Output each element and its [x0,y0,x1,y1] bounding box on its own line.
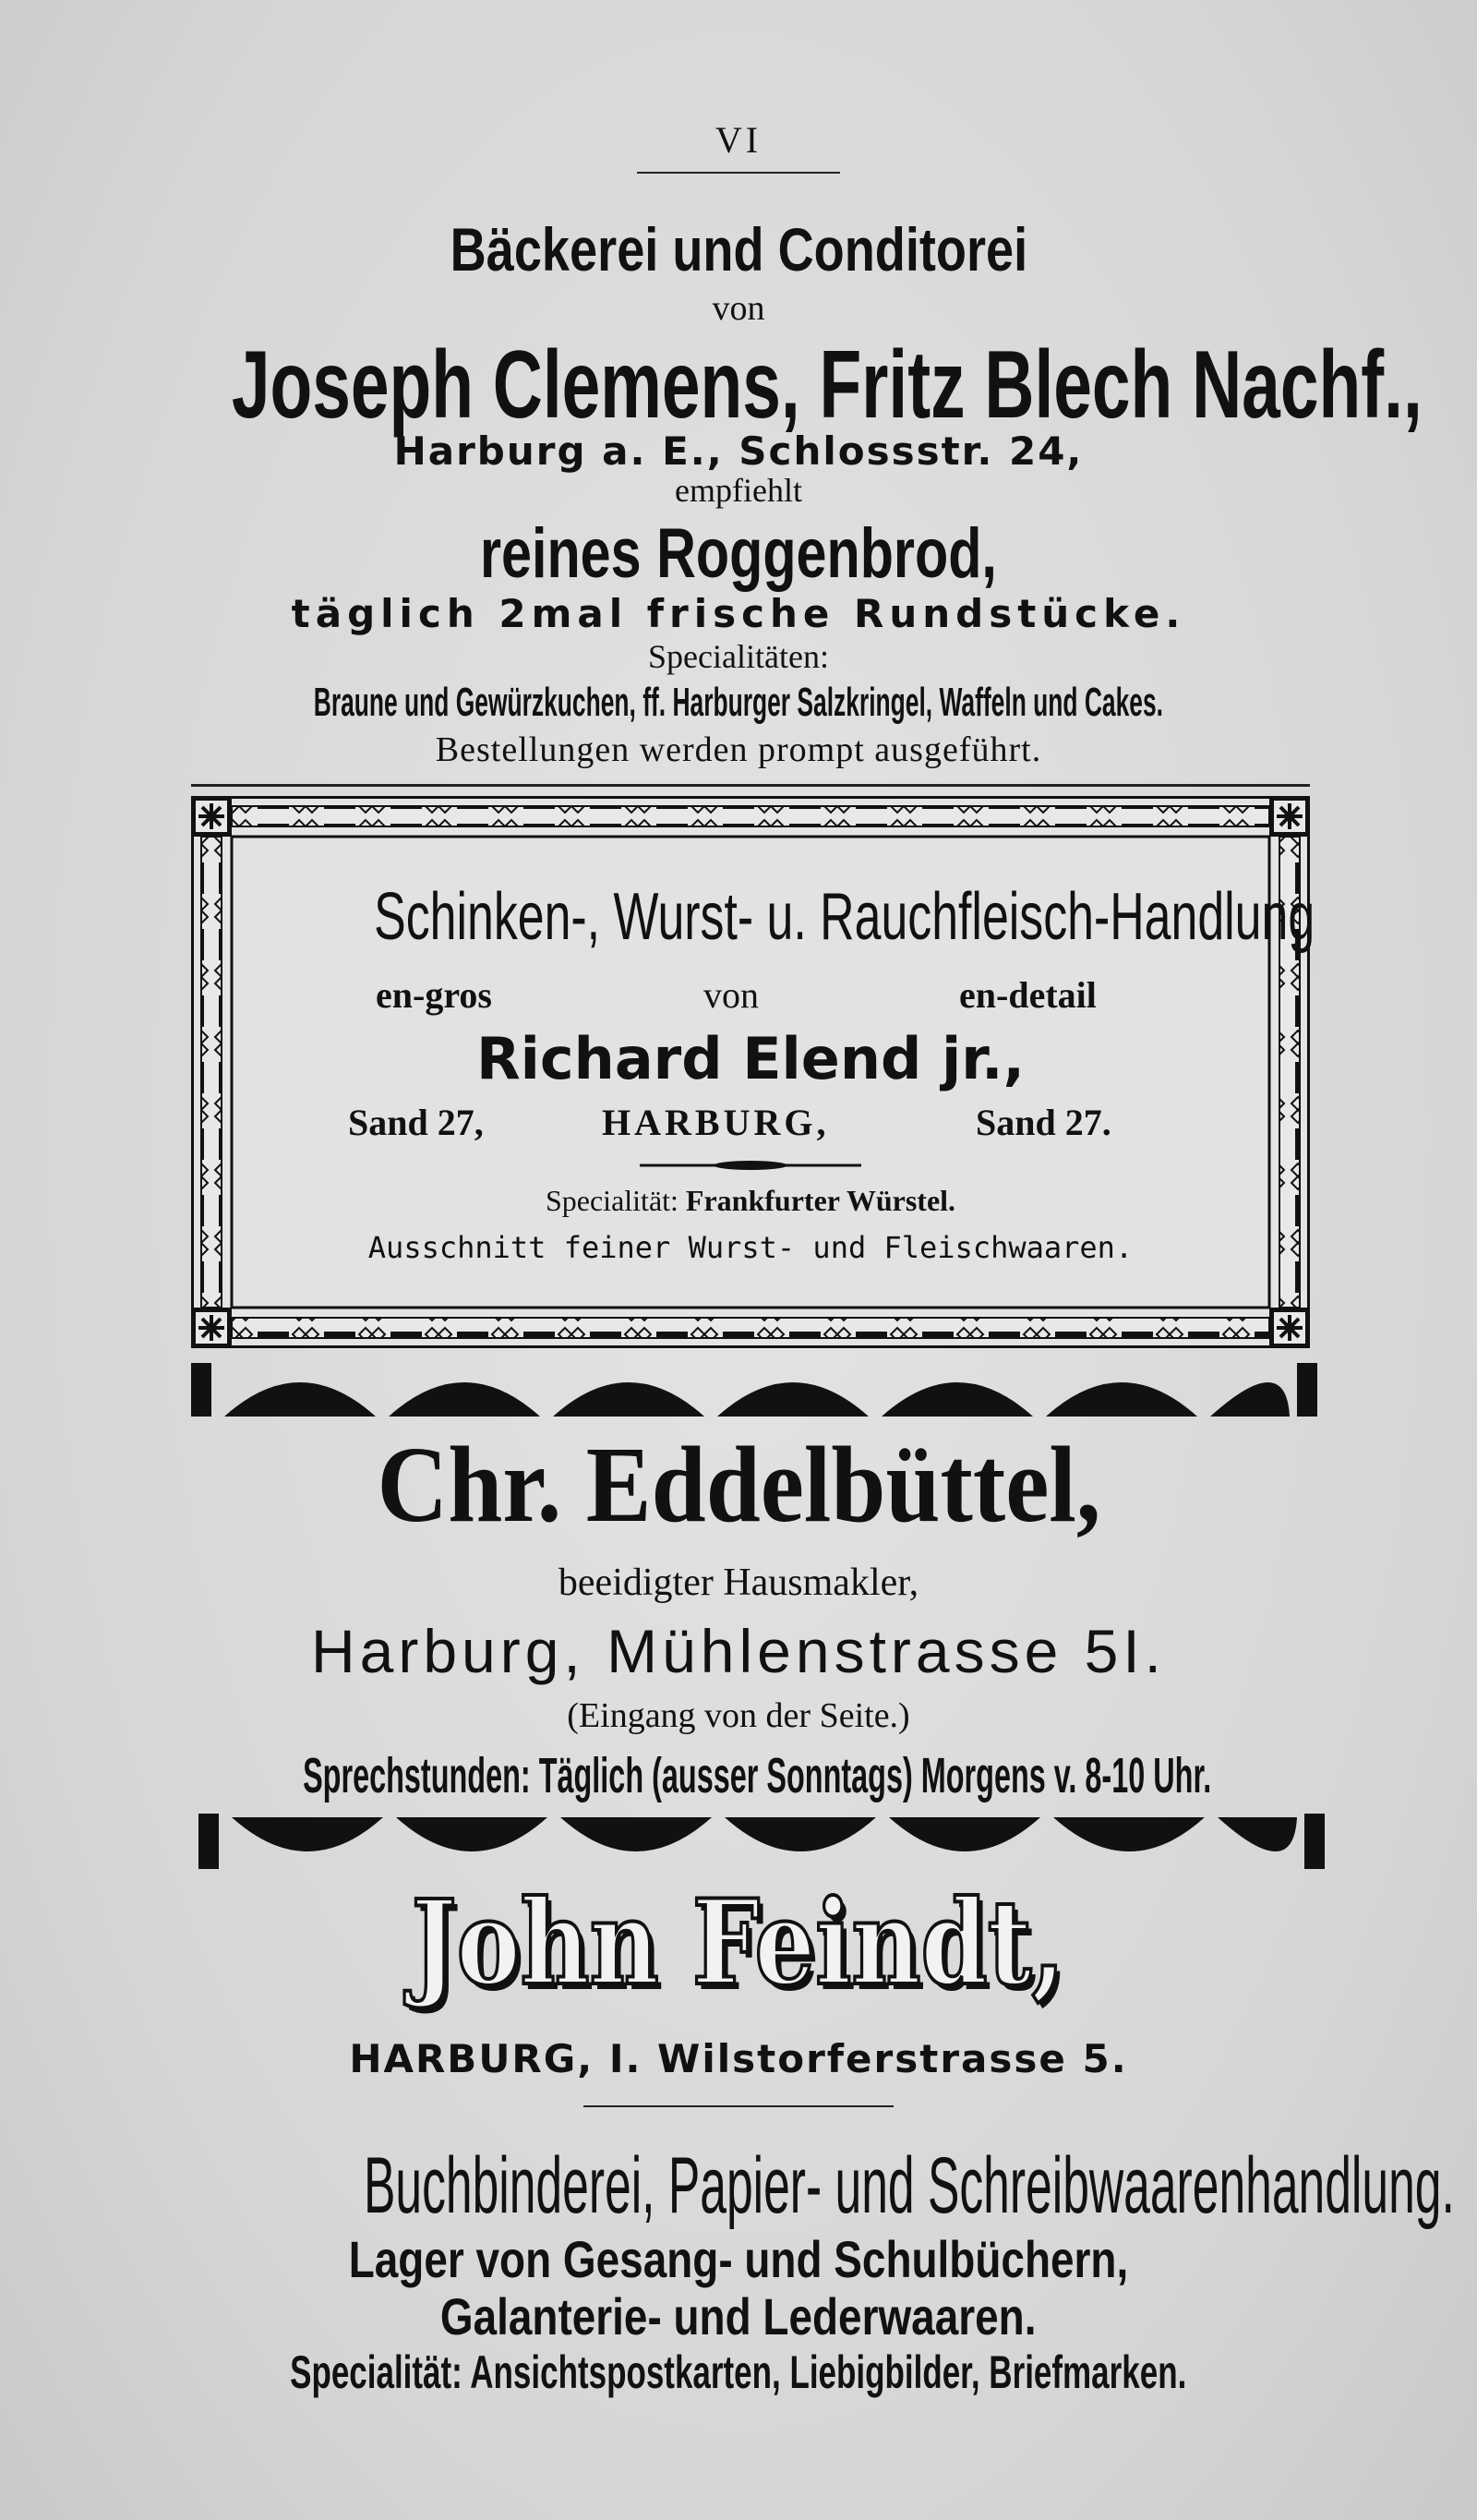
bakery-orders: Bestellungen werden prompt ausgeführt. [435,730,1042,769]
bookbinder-business: Buchbinderei, Papier- und Schreibwaarenhandlung. [363,2141,1455,2230]
page-number-rule [637,172,840,174]
butcher-address-line [191,1101,1310,1147]
bookbinder-specialty: Specialität: Ansichtspostkarten, Liebigbilder, Briefmarken. [290,2346,1187,2398]
bakery-product: reines Roggenbrod, [480,514,997,593]
butcher-advertisement [191,796,1315,1348]
butcher-specialty-item: Frankfurter Würstel. [685,1184,956,1217]
butcher-city: HARBURG, [602,1102,830,1143]
page-number: VI [714,119,763,161]
butcher-address-left: Sand 27, [348,1102,484,1143]
section-divider [191,784,1310,787]
bakery-address: Harburg a. E., Schlossstr. 24, [393,428,1084,474]
bakery-owner: Joseph Clemens, Fritz Blech Nachf., [231,332,1423,439]
butcher-address-right: Sand 27. [976,1102,1111,1143]
butcher-heading: Schinken-, Wurst- u. Rauchfleisch-Handlung [374,880,1315,954]
butcher-engros: en-gros [376,974,492,1016]
butcher-specialty-label: Specialität: [545,1184,678,1217]
decorative-band-top [191,1357,1317,1422]
butcher-retail: Ausschnitt feiner Wurst- und Fleischwaaren. [367,1230,1134,1265]
bakery-specialties-label: Specialitäten: [648,638,829,675]
bakery-empfiehlt: empfiehlt [675,472,802,509]
bookbinder-rule [583,2105,894,2107]
broker-hours: Sprechstunden: Täglich (ausser Sonntags) Morgens v. 8-10 Uhr. [303,1748,1212,1803]
broker-title: beeidigter Hausmakler, [558,1561,919,1604]
broker-name: Chr. Eddelbüttel, [377,1424,1100,1545]
butcher-specialty [191,1184,1310,1218]
bakery-daily: täglich 2mal frische Rundstücke. [291,591,1186,636]
broker-entrance: (Eingang von der Seite.) [567,1696,910,1735]
butcher-owner: Richard Elend jr., [475,1025,1026,1092]
butcher-trade-line [191,973,1310,1019]
bookbinder-stock-line2: Galanterie- und Lederwaaren. [440,2287,1037,2345]
broker-address: Harburg, Mühlenstrasse 5I. [310,1617,1167,1685]
bakery-von: von [712,289,765,328]
butcher-von: von [703,974,759,1016]
bookbinder-name: John Feindt, [412,1875,1065,2011]
bakery-specialties: Braune und Gewürzkuchen, ff. Harburger Salzkringel, Waffeln und Cakes. [313,680,1164,725]
bookbinder-address: HARBURG, I. Wilstorferstrasse 5. [349,2036,1128,2081]
butcher-ornament [191,1159,1310,1172]
decorative-band-bottom [198,1812,1325,1876]
butcher-endetail: en-detail [959,974,1097,1016]
bookbinder-stock-line1: Lager von Gesang- und Schulbüchern, [348,2230,1129,2288]
bakery-heading: Bäckerei und Conditorei [450,215,1027,283]
